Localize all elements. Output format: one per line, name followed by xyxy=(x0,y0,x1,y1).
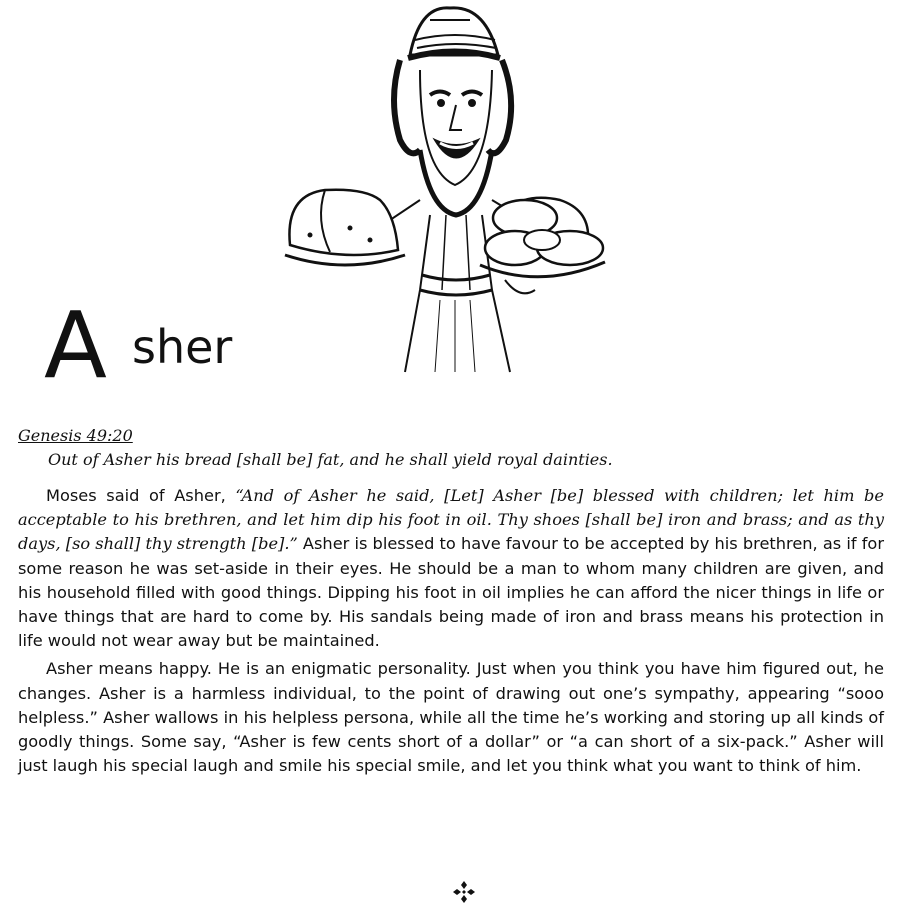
paragraph-1-rest: Asher is blessed to have favour to be accepted by his brethren, as if for some reason he was set-aside in their eyes. He should be a man to whom many children are given, and his household filled with good things. Dipping his foot in oil implies he can afford the nicer things in life or have things that are hard to come by. His sandals being made of iron and brass means his protection in life would not wear away but be maintained. xyxy=(18,534,884,651)
scripture-reference: Genesis 49:20 xyxy=(18,426,133,445)
title-rest: sher xyxy=(132,320,233,374)
asher-illustration xyxy=(270,0,620,375)
paragraph-1-intro: Moses said of Asher, xyxy=(46,486,236,505)
title-initial: A xyxy=(44,292,105,399)
diamond-cluster-icon xyxy=(452,880,476,904)
paragraph-1 xyxy=(18,484,884,653)
scripture-verse: Out of Asher his bread [shall be] fat, and he shall yield royal dainties. xyxy=(48,450,613,469)
paragraph-1-quote: “And of Asher he said, [Let] Asher [be] blessed with children; let him be acceptable to his brethren, and let him dip his foot in oil. Thy shoes [shall be] iron and brass; and as thy days, [so shall] thy strength [be].” xyxy=(18,486,884,554)
body-text xyxy=(18,484,884,782)
paragraph-2: Asher means happy. He is an enigmatic personality. Just when you think you have him figured out, he changes. Asher is a harmless individual, to the point of drawing out one’s sympathy, appearing “sooo helpless.” Asher wallows in his helpless persona, while all the time he’s working and storing up all kinds of goodly things. Some say, “Asher is few cents short of a dollar” or “a can short of a six-pack.” Asher will just laugh his special laugh and smile his special smile, and let you think what you want to think of him. xyxy=(18,659,884,776)
